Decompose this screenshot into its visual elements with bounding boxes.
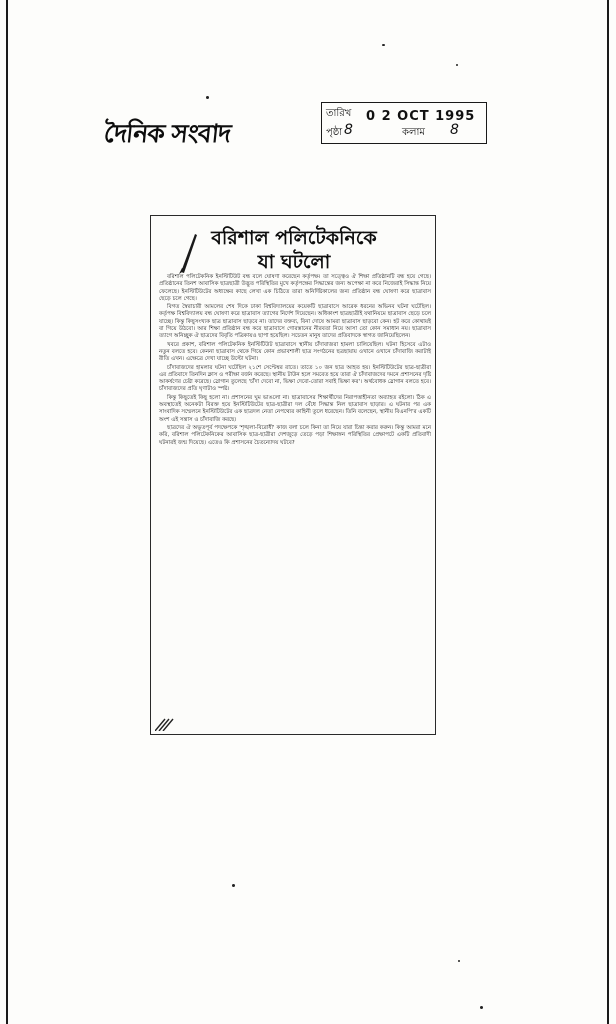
article-paragraph: চাঁদাবাজদের হামলার ঘটনা ঘটেছিল ২১শে সেপ্টেম্বর রাতে। তাতে ১০ জন ছাত্র আহত হয়। ইনস্টিটিউটের ছাত্র-ছাত্রীরা এর প্রতিবাদে তিনদিন ক্লাস ও পরীক্ষা বর্জন করেছে। স্থানীয় টাউন হলে সমবেত হয়ে তারা ঐ চাঁদাবাজদের দমনে প্রশাসনের দৃষ্টি আকর্ষণের চেষ্টা করেছে। স্লোগান তুলেছে 'চাঁদা দেবো না, ভিক্ষা দেবো-তোরা সবাই ভিক্ষা কর'। অর্থবোধক স্লোগান বলতে হবে। চাঁদাবাজদের প্রতি ঘৃণাটাও স্পষ্ট। [159,364,431,393]
article-paragraph: ছাত্রদের ঐ অভূতপূর্ব পদক্ষেপকে 'শৃঙ্খলা-বিরোধী' কাজ বলা চলে কিনা তা নিয়ে যারা চিন্তা করার করুন। কিন্তু আমরা মনে করি, বরিশাল পলিটেকনিকের আবাসিক ছাত্র-ছাত্রীরা দেশজুড়ে তেড়ে পড়া শিক্ষাঙ্গন পরিস্থিতির প্রেক্ষাপটে একটি প্রতিবাদী ঘটনারই জন্ম দিয়েছে। এতেও কি প্রশাসনের চৈতন্যোদয় ঘটবে? [159,424,431,446]
scan-speck [480,1006,483,1009]
page-value: 8 [344,122,353,138]
article-body [159,274,431,448]
headline-line-1: বরিশাল পলিটেকনিকে [211,227,377,249]
article-headline [161,226,427,274]
article-paragraph: বিগত স্বৈরাচারী আমলের শেষ দিকে ঢাকা বিশ্ববিদ্যালয়ের কয়েকটি ছাত্রাবাসে আরেক ধরনের অভিনব ঘটনা ঘটেছিল। কর্তৃপক্ষ বিশ্ববিদ্যালয় বন্ধ ঘোষণা করে ছাত্রাবাস ত্যাগের নির্দেশ দিয়েছেন। অধিকাংশ ছাত্রছাত্রীই যথানিয়মে ছাত্রাবাস ছেড়ে চলে যাচ্ছে। কিন্তু কিছুসংখ্যক ছাত্র ছাত্রাবাস ছাড়বে না। তাদের বক্তব্য, বিনা দোষে আমরা ছাত্রাবাস ছাড়বো কেন। হট করে কোথায়ই বা গিয়ে উঠবো। আর শিক্ষা প্রতিষ্ঠান বন্ধ করে ছাত্রাবাসে গোরস্তানের নীরবতা নিয়ে আসা তো কোন সমাধান নয়। ছাত্রাবাস ত্যাগে অনিচ্ছুক ঐ ছাত্রদের বিবৃতি পত্রিকায়ও ছাপা হয়েছিল। সচেতন মানুষ তাদের প্রতিবাদকে স্বাগত জানিয়েছিলেন। [159,304,431,340]
article-paragraph: বরিশাল পলিটেকনিক ইনস্টিটিউট বন্ধ বলে ঘোষণা করেছেন কর্তৃপক্ষ। তা সত্ত্বেও ঐ শিক্ষা প্রতিষ্ঠানটি বন্ধ হয়ে গেছে। প্রতিষ্ঠানের তিনশ আবাসিক ছাত্রছাত্রী উদ্ভূত পরিস্থিতির মুখে কর্তৃপক্ষের সিদ্ধান্তের জন্য অপেক্ষা না করে নিজেরাই সিদ্ধান্ত নিয়ে ফেলেছে। ইনস্টিটিউটের অধ্যক্ষের কাছে লেখা এক চিঠিতে তারা অনির্দিষ্টকালের জন্য প্রতিষ্ঠান বন্ধ ঘোষণা করে ছাত্রাবাস ছেড়ে চলে গেছে। [159,274,431,302]
newspaper-masthead: দৈনিক সংবাদ [102,119,232,148]
scan-speck [232,884,235,887]
scan-edge-right [607,0,609,1024]
corner-hatch-mark [155,717,179,731]
headline-line-2: যা ঘটলো [257,251,331,273]
scan-speck [382,44,385,46]
article-paragraph: খবরে প্রকাশ, বরিশাল পলিটেকনিক ইনস্টিটিউট ছাত্রাবাসে স্থানীয় চাঁদাবাজরা হামলা চালিয়েছিল। ঘটনা হিসেবে এটাও নতুন বলতে হবে। কেননা ছাত্রাবাস থেকে গিয়ে কোন প্রভাবশালী ছাত্র সংগঠনের ছত্রছায়ায় ওখানে ওখানে চাঁদাবাজি করাটাই রীতি এখন। এক্ষেত্রে দেখা যাচ্ছে উল্টো ঘটনা। [159,341,431,363]
date-value: 0 2 OCT 1995 [366,109,476,124]
article-paragraph: কিন্তু কিছুতেই কিছু হলো না। প্রশাসনের ঘুম ভাঙলো না। ছাত্রাবাসের শিক্ষার্থীদের নিরাপত্তাহীনতা অব্যাহত রইলো। ঠিক এ অবস্থাতেই অনেকটা বিরক্ত হয়ে ইনস্টিটিউটের ছাত্র-ছাত্রীরা দল বেঁধে সিদ্ধান্ত নিল ছাত্রাবাস ছাড়ার। এ ঘটনার পর এক সাংবাদিক সম্মেলনে ইনস্টিটিউটের এক ছাত্রদল নেতা নেপথ্যের কাহিনী তুলে ধরেছেন। তিনি বলেছেন, স্থানীয় বিএনপি'র একটি অংশ এই সন্ত্রাস ও চাঁদাবাজি করছে। [159,394,431,423]
article-clipping [150,215,436,735]
page-label: পৃষ্ঠা [326,127,343,138]
date-label: তারিখ [326,108,352,119]
column-label: কলাম [402,127,425,138]
column-value: 8 [450,122,459,138]
scan-speck [458,960,460,962]
scan-speck [206,96,209,99]
scan-speck [456,64,458,66]
scan-edge-left [6,0,8,1024]
date-stamp-box [321,102,487,144]
